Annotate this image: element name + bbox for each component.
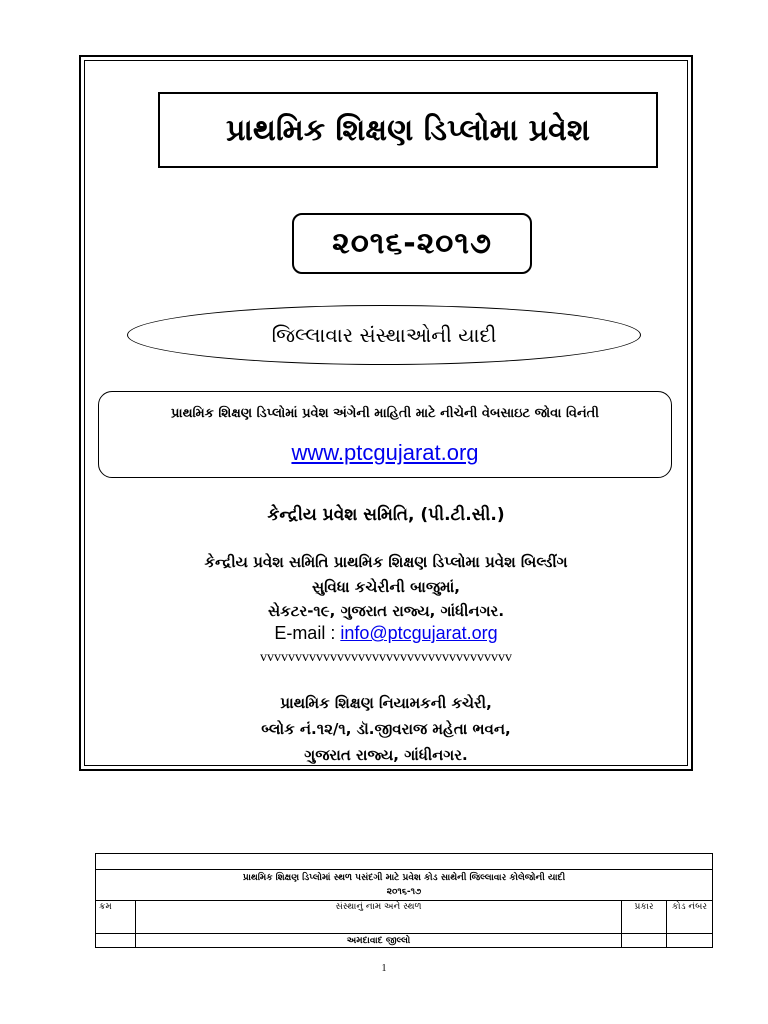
address-line-2: સુવિધા કચેરીની બાજુમાં,: [312, 578, 460, 596]
office-line-1: પ્રાથમિક શિક્ષણ નિયામકની કચેરી,: [280, 694, 492, 712]
info-text: પ્રાથમિક શિક્ષણ ડિપ્લોમાં પ્રવેશ અંગેની માહિતી માટે નીચેની વેબસાઇટ જોવા વિનંતી: [170, 406, 600, 421]
email-link[interactable]: info@ptcgujarat.org: [340, 623, 498, 643]
table-header-row: [96, 901, 713, 934]
office-line-2: બ્લોક નં.૧૨/૧, ડૉ.જીવરાજ મહેતા ભવન,: [261, 720, 511, 738]
address-line-1: કેન્દ્રીય પ્રવેશ સમિતિ પ્રાથમિક શિક્ષણ ડિપ્લોમા પ્રવેશ બિલ્ડીંગ: [204, 553, 568, 571]
table-heading: [96, 870, 713, 901]
col-name-place: સંસ્થાનું નામ અને સ્થળ: [135, 901, 621, 934]
page-number: 1: [381, 963, 387, 974]
district-name: અમદાવાદ જીલ્લો: [135, 934, 621, 948]
address-line-3: સેકટર-૧૯, ગુજરાત રાજ્ય, ગાંધીનગર.: [267, 602, 505, 620]
table-heading-line-2: ૨૦૧૬-૧૭: [386, 887, 422, 897]
office-line-3: ગુજરાત રાજ્ય, ગાંધીનગર.: [304, 746, 468, 764]
info-box: [98, 391, 672, 478]
separator-line: vvvvvvvvvvvvvvvvvvvvvvvvvvvvvvvvvvvv: [260, 650, 512, 665]
academic-year: ૨૦૧૬-૨૦૧૭: [292, 213, 532, 274]
email-label: E-mail :: [274, 623, 341, 643]
table-row: [96, 934, 713, 948]
table-heading-line-1: પ્રાથમિક શિક્ષણ ડિપ્લોમાં સ્થળ પસંદગી માટે પ્રવેશ કોડ સાથેની જિલ્લાવાર કોલેજોની યાદી: [242, 873, 566, 883]
col-type: પ્રકાર: [622, 901, 667, 934]
website-link[interactable]: www.ptcgujarat.org: [291, 440, 479, 465]
email-line: [79, 623, 693, 644]
table-top-row: [96, 854, 713, 870]
table-heading-row: [96, 870, 713, 901]
list-title: જિલ્લાવાર સંસ્થાઓની યાદી: [127, 305, 641, 365]
committee-name: કેન્દ્રીય પ્રવેશ સમિતિ, (પી.ટી.સી.): [267, 505, 505, 525]
main-title: પ્રાથમિક શિક્ષણ ડિપ્લોમા પ્રવેશ: [158, 92, 658, 168]
college-list-table: [95, 853, 713, 948]
col-serial: ક્રમ: [96, 901, 136, 934]
col-code: કોડ નંબર: [667, 901, 713, 934]
